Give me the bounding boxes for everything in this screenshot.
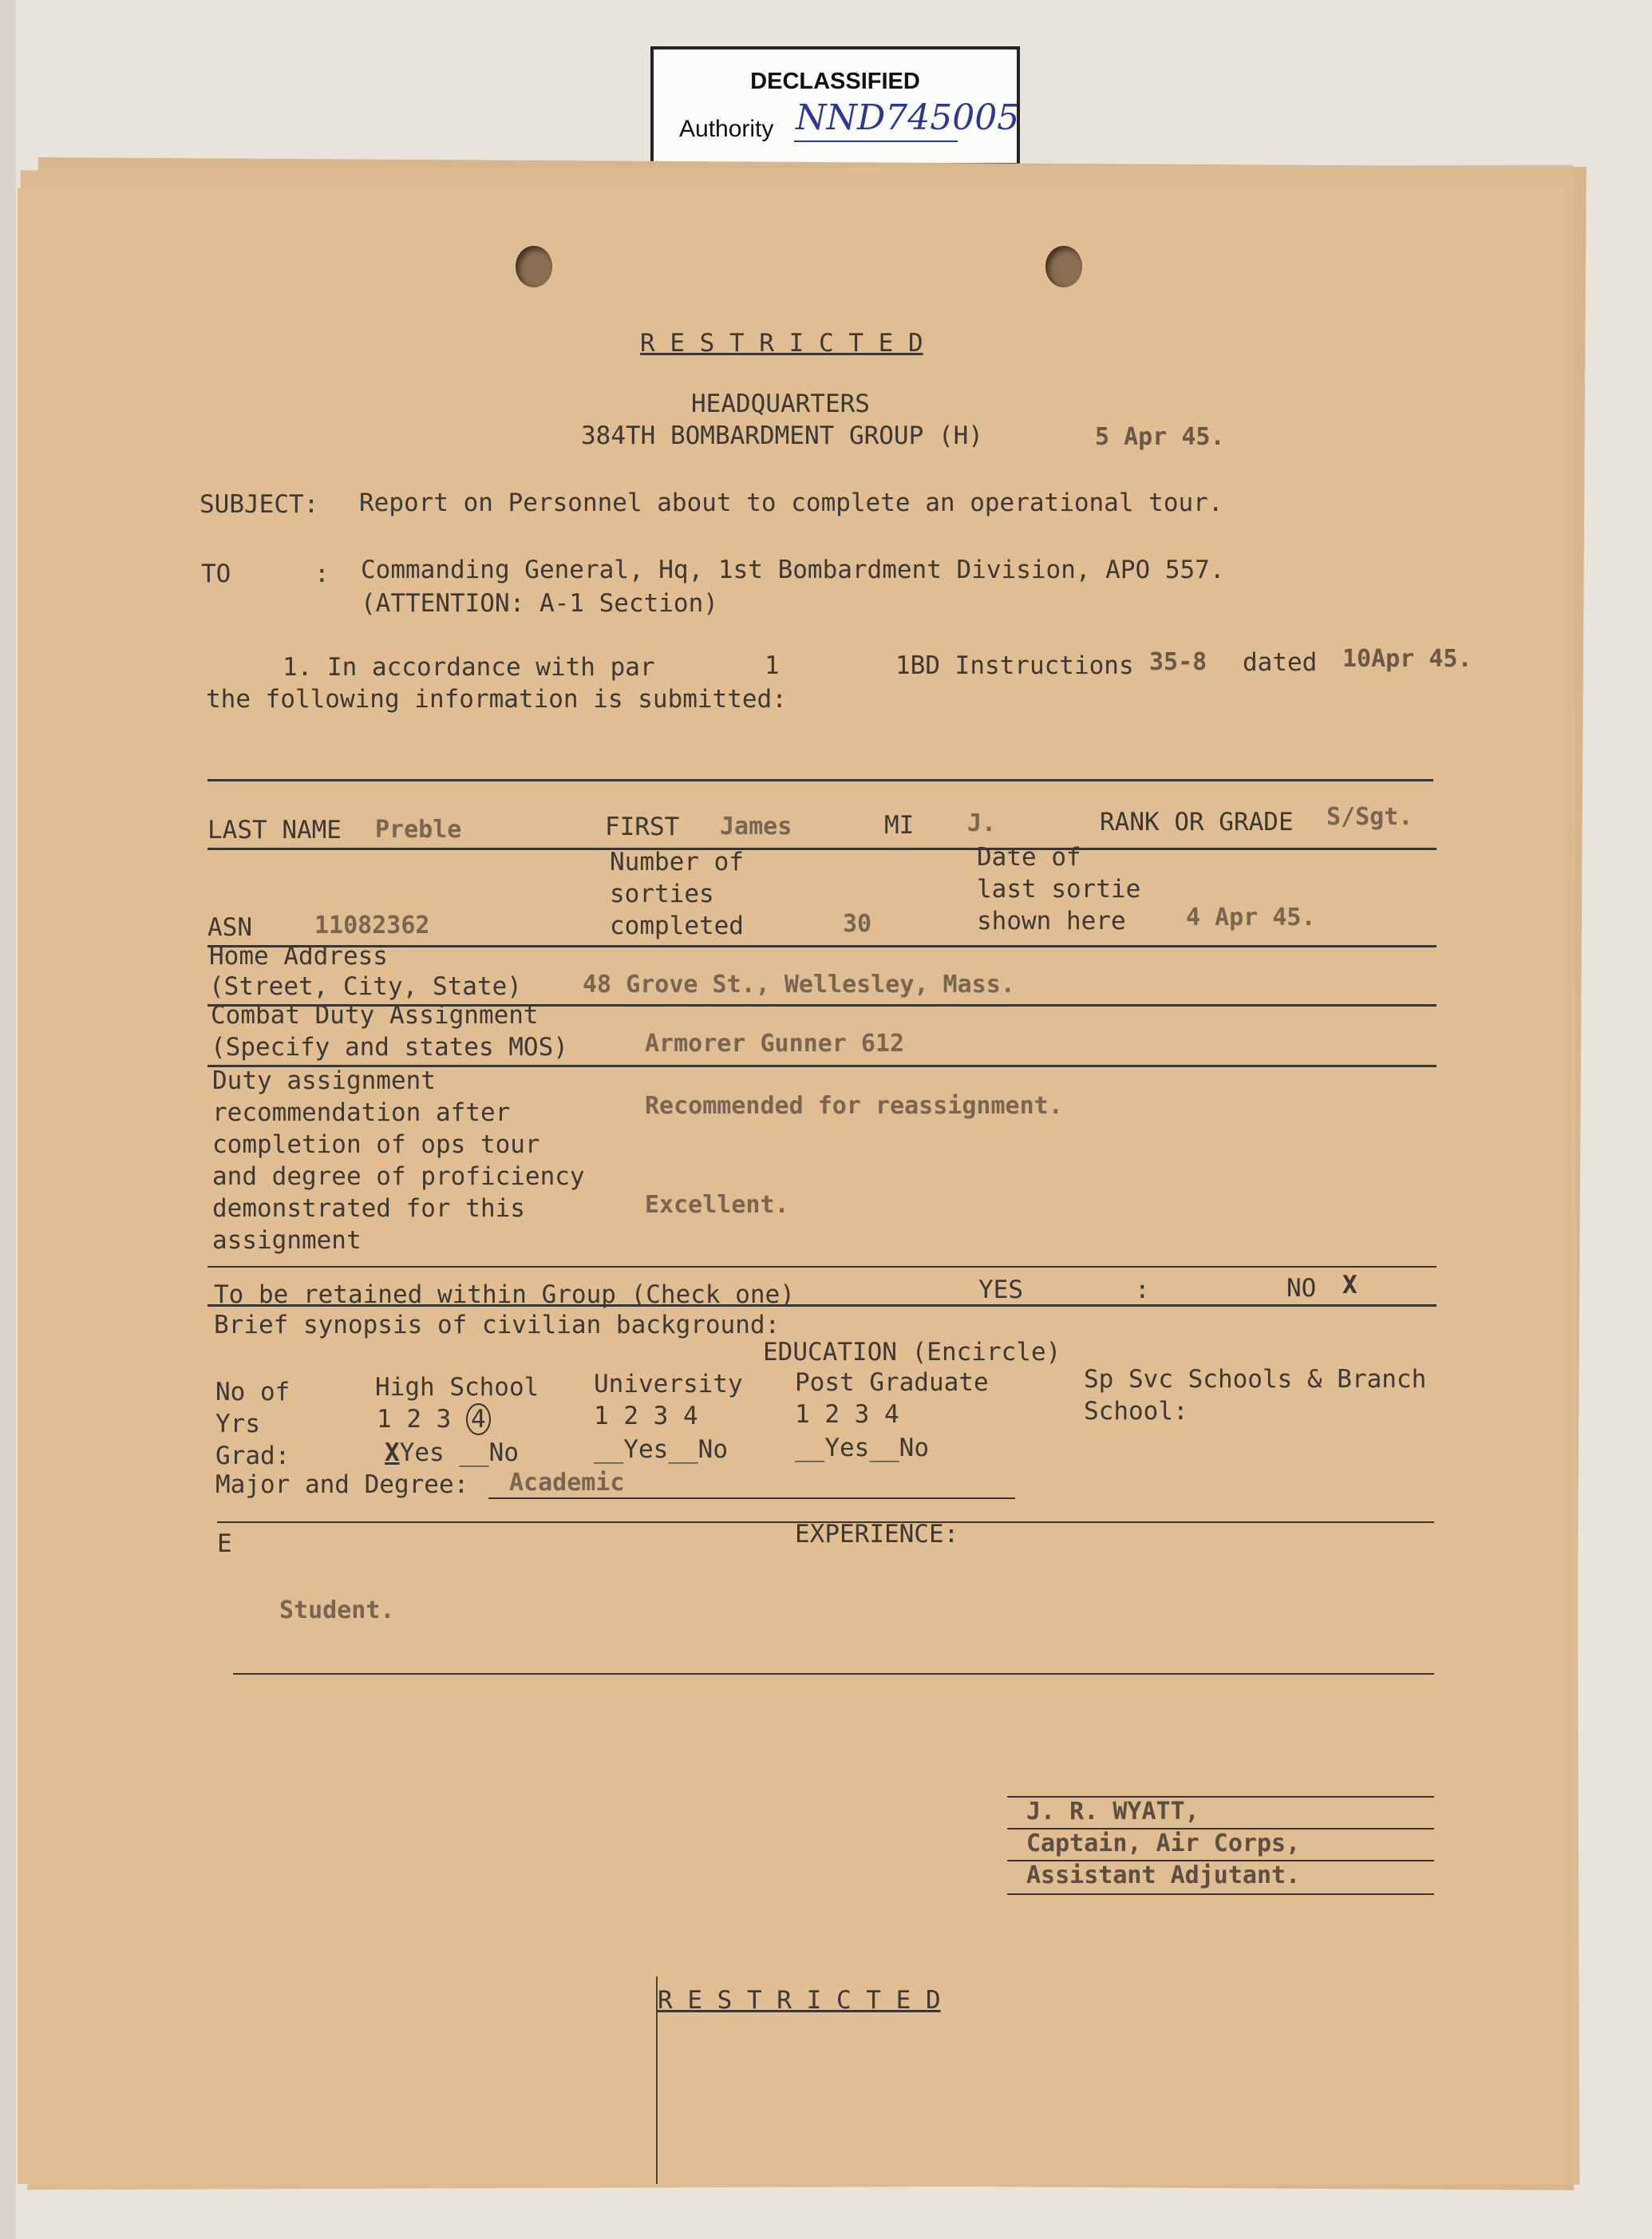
- duty-row-rule: [207, 1266, 1437, 1268]
- subject-text: Report on Personnel about to complete an operational tour.: [359, 489, 1223, 517]
- home-address-value: 48 Grove St., Wellesley, Mass.: [583, 971, 1015, 999]
- pg-years: 1 2 3 4: [795, 1400, 899, 1429]
- major-underline: [488, 1497, 1015, 1499]
- sorties-label-1: Number of: [610, 848, 744, 876]
- classification-bottom: R E S T R I C T E D: [658, 1986, 941, 2015]
- pg-grad-yes: __Yes: [795, 1434, 870, 1462]
- univ-grad-row: [594, 1435, 728, 1464]
- to-line-2: (ATTENTION: A-1 Section): [361, 589, 718, 618]
- hs-grad-yes: Yes: [399, 1438, 445, 1467]
- para1-instruction-number: 35-8: [1149, 648, 1207, 676]
- name-row-rule: [207, 848, 1437, 850]
- pg-grad-row: [795, 1434, 929, 1462]
- hs-circled-year: 4: [466, 1403, 491, 1435]
- experience-bottom-rule: [233, 1673, 1434, 1675]
- para1-mid: 1BD Instructions: [895, 651, 1134, 680]
- signature-name: J. R. WYATT,: [1026, 1798, 1199, 1826]
- stamp-authority-label: Authority: [679, 116, 774, 142]
- para1-par-number: 1: [765, 651, 780, 680]
- major-label: Major and Degree:: [215, 1470, 469, 1499]
- signature-rule-4: [1007, 1893, 1434, 1895]
- pg-grad-no: __No: [869, 1434, 929, 1462]
- duty-label-2: recommendation after: [212, 1098, 511, 1127]
- hs-header: High School: [375, 1373, 539, 1402]
- univ-grad-yes: __Yes: [594, 1435, 669, 1464]
- form-top-rule: [207, 779, 1433, 781]
- duty-label-4: and degree of proficiency: [212, 1162, 585, 1191]
- signature-rank: Captain, Air Corps,: [1026, 1830, 1301, 1857]
- major-value: Academic: [509, 1469, 625, 1497]
- retained-no-label: NO: [1286, 1274, 1317, 1303]
- grad-label: Grad:: [215, 1442, 290, 1470]
- sp-svc-header-2: School:: [1084, 1397, 1188, 1426]
- retained-colon: :: [1135, 1276, 1150, 1304]
- synopsis-label: Brief synopsis of civilian background:: [214, 1311, 781, 1339]
- duty-label-1: Duty assignment: [212, 1066, 436, 1095]
- sorties-value: 30: [843, 910, 872, 938]
- hs-years: 1 2 3: [377, 1405, 452, 1434]
- experience-e: E: [217, 1529, 232, 1558]
- stamp-title: DECLASSIFIED: [750, 69, 920, 94]
- stamp-underline: [794, 140, 958, 142]
- asn-row-rule: [207, 945, 1437, 947]
- sp-svc-header-1: Sp Svc Schools & Branch: [1084, 1365, 1427, 1394]
- sorties-label-3: completed: [610, 912, 744, 940]
- declassified-stamp: [650, 46, 1020, 166]
- pg-header: Post Graduate: [795, 1368, 989, 1397]
- univ-header: University: [594, 1370, 743, 1398]
- retained-yes-label: YES: [978, 1276, 1023, 1304]
- asn-label: ASN: [207, 913, 252, 942]
- duty-label-5: demonstrated for this: [212, 1194, 525, 1223]
- asn-value: 11082362: [314, 912, 430, 940]
- retained-label: To be retained within Group (Check one): [214, 1280, 795, 1309]
- duty-label-3: completion of ops tour: [212, 1130, 540, 1159]
- education-label: EDUCATION (Encircle): [763, 1338, 1061, 1367]
- last-sortie-value: 4 Apr 45.: [1186, 904, 1316, 932]
- retained-row-rule: [207, 1304, 1437, 1307]
- background-edge: [0, 0, 16, 2239]
- subject-label: SUBJECT:: [200, 490, 319, 519]
- combat-label-2: (Specify and states MOS): [211, 1033, 568, 1062]
- signature-title: Assistant Adjutant.: [1026, 1861, 1301, 1889]
- last-sortie-label-3: shown here: [977, 907, 1126, 936]
- experience-label: EXPERIENCE:: [795, 1520, 959, 1549]
- retained-no-mark: X: [1342, 1271, 1358, 1299]
- last-name-label: LAST NAME: [207, 816, 342, 845]
- org-line-2: 384TH BOMBARDMENT GROUP (H): [581, 421, 983, 450]
- experience-value: Student.: [279, 1596, 395, 1624]
- document-page: [18, 188, 1566, 2184]
- mi-label: MI: [884, 811, 915, 840]
- rank-label: RANK OR GRADE: [1100, 808, 1294, 837]
- rank-value: S/Sgt.: [1326, 803, 1413, 831]
- para1-dated-label: dated: [1243, 648, 1318, 677]
- proficiency-value: Excellent.: [645, 1191, 789, 1219]
- hs-grad-row: [385, 1438, 519, 1467]
- home-label-2: (Street, City, State): [209, 972, 522, 1001]
- sorties-label-2: sorties: [610, 880, 714, 908]
- last-sortie-label-2: last sortie: [977, 875, 1141, 904]
- para1-line-2: the following information is submitted:: [206, 685, 787, 714]
- duty-label-6: assignment: [212, 1226, 362, 1255]
- univ-years: 1 2 3 4: [594, 1402, 698, 1430]
- hs-years-row: [377, 1405, 491, 1434]
- yrs-label: Yrs: [215, 1410, 260, 1438]
- no-of-label: No of: [215, 1378, 290, 1406]
- combat-assignment-value: Armorer Gunner 612: [645, 1030, 905, 1058]
- last-sortie-label-1: Date of: [977, 843, 1081, 872]
- first-name-label: FIRST: [605, 813, 680, 841]
- last-name-value: Preble: [375, 816, 462, 844]
- to-line-1: Commanding General, Hq, 1st Bombardment Division, APO 557.: [361, 556, 1225, 584]
- hs-grad-mark: X: [385, 1438, 400, 1467]
- to-label: TO: [201, 560, 231, 588]
- org-line-1: HEADQUARTERS: [691, 390, 870, 418]
- para1-prefix: 1. In accordance with par: [283, 653, 655, 682]
- para1-dated-value: 10Apr 45.: [1342, 645, 1472, 673]
- classification-top: R E S T R I C T E D: [640, 329, 923, 358]
- duty-recommendation-value: Recommended for reassignment.: [645, 1092, 1063, 1120]
- to-colon: :: [314, 560, 330, 588]
- univ-grad-no: __No: [668, 1435, 728, 1464]
- home-label-1: Home Address: [209, 942, 388, 971]
- combat-label-1: Combat Duty Assignment: [211, 1001, 539, 1030]
- stamp-authority-number: NND745005: [796, 97, 1020, 138]
- mi-value: J.: [967, 809, 997, 837]
- first-name-value: James: [720, 813, 792, 841]
- report-date: 5 Apr 45.: [1095, 423, 1225, 451]
- punch-hole-right: [1045, 246, 1082, 287]
- punch-hole-left: [516, 246, 552, 287]
- hs-grad-no: __No: [459, 1438, 519, 1467]
